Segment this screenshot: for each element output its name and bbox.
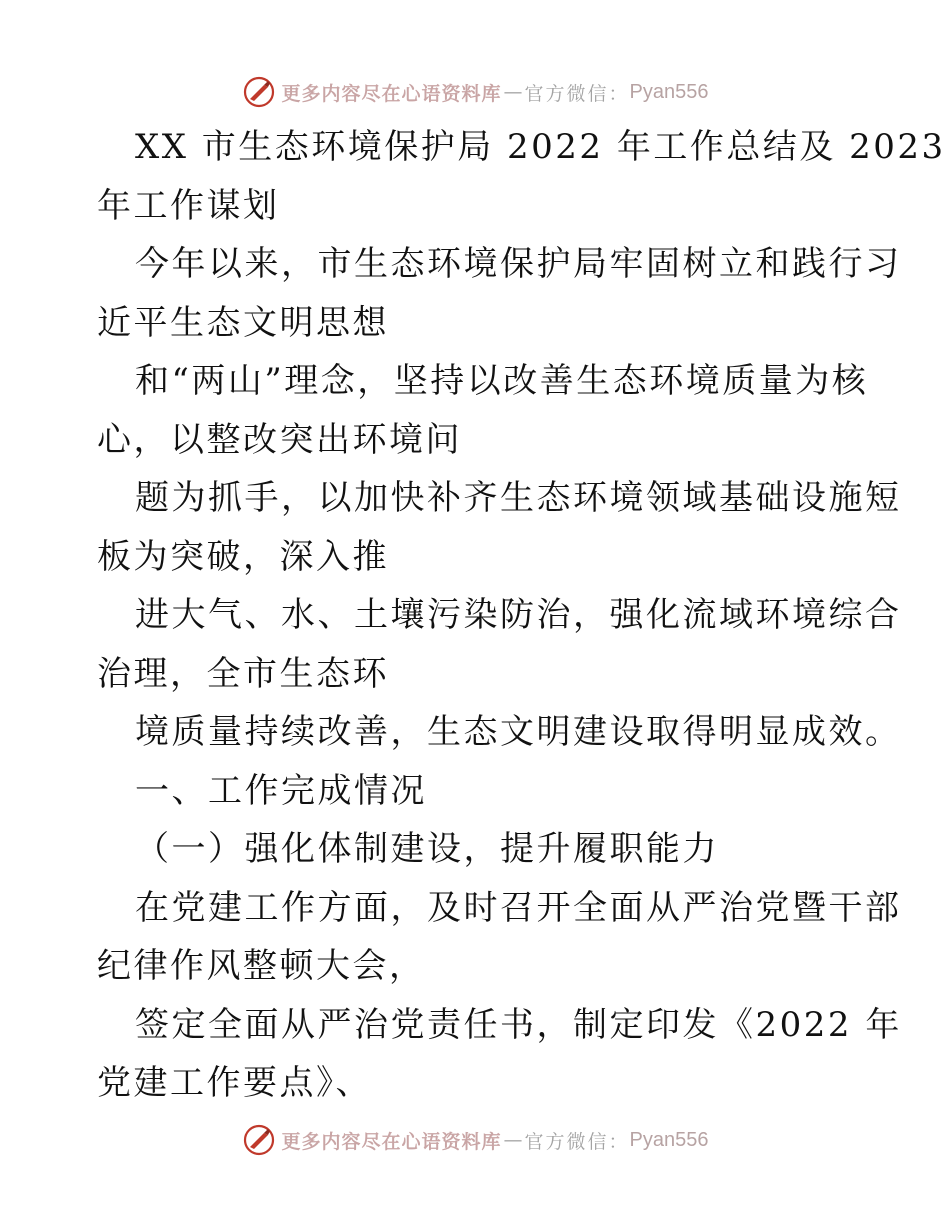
watermark-wechat-id: Pyan556: [629, 80, 709, 103]
document-body: [97, 118, 946, 1113]
doc-line: 和“两山”理念，坚持以改善生态环境质量为核: [135, 361, 869, 401]
doc-line: 进大气、水、土壤污染防治，强化流域环境综合: [135, 595, 902, 635]
doc-title-line-2: 年工作谋划: [97, 185, 280, 226]
brand-logo-icon: [242, 75, 276, 109]
doc-line: 心，以整改突出环境问: [97, 419, 462, 460]
watermark-brand: 更多内容尽在心语资料库: [281, 82, 502, 105]
watermark-separator: —: [503, 1129, 523, 1151]
watermark-brand: 更多内容尽在心语资料库: [281, 1130, 502, 1153]
doc-line: 境质量持续改善，生态文明建设取得明显成效。: [135, 712, 902, 752]
doc-line: 近平生态文明思想: [97, 302, 389, 343]
footer-watermark: [0, 1120, 950, 1160]
doc-line: 今年以来，市生态环境保护局牢固树立和践行习: [135, 244, 902, 284]
watermark-wechat-id: Pyan556: [629, 1128, 709, 1151]
doc-line: 题为抓手，以加快补齐生态环境领域基础设施短: [135, 478, 902, 518]
doc-line: 治理，全市生态环: [97, 653, 389, 694]
subsection-heading: （一）强化体制建设，提升履职能力: [135, 829, 719, 869]
doc-line: 板为突破，深入推: [97, 536, 389, 577]
section-heading: 一、工作完成情况: [135, 770, 427, 811]
header-watermark: [0, 72, 950, 112]
watermark-official: 官方微信：: [524, 82, 630, 105]
doc-line: 在党建工作方面，及时召开全面从严治党暨干部: [135, 887, 902, 928]
watermark-separator: —: [503, 81, 523, 103]
doc-line: 纪律作风整顿大会，: [97, 946, 426, 986]
doc-line: 党建工作要点》、: [97, 1063, 372, 1103]
brand-logo-icon: [242, 1123, 276, 1157]
doc-title-line-1: XX 市生态环境保护局 2022 年工作总结及 2023: [135, 127, 946, 167]
watermark-official: 官方微信：: [524, 1130, 630, 1153]
doc-line: 签定全面从严治党责任书，制定印发《2022 年: [135, 1004, 902, 1045]
